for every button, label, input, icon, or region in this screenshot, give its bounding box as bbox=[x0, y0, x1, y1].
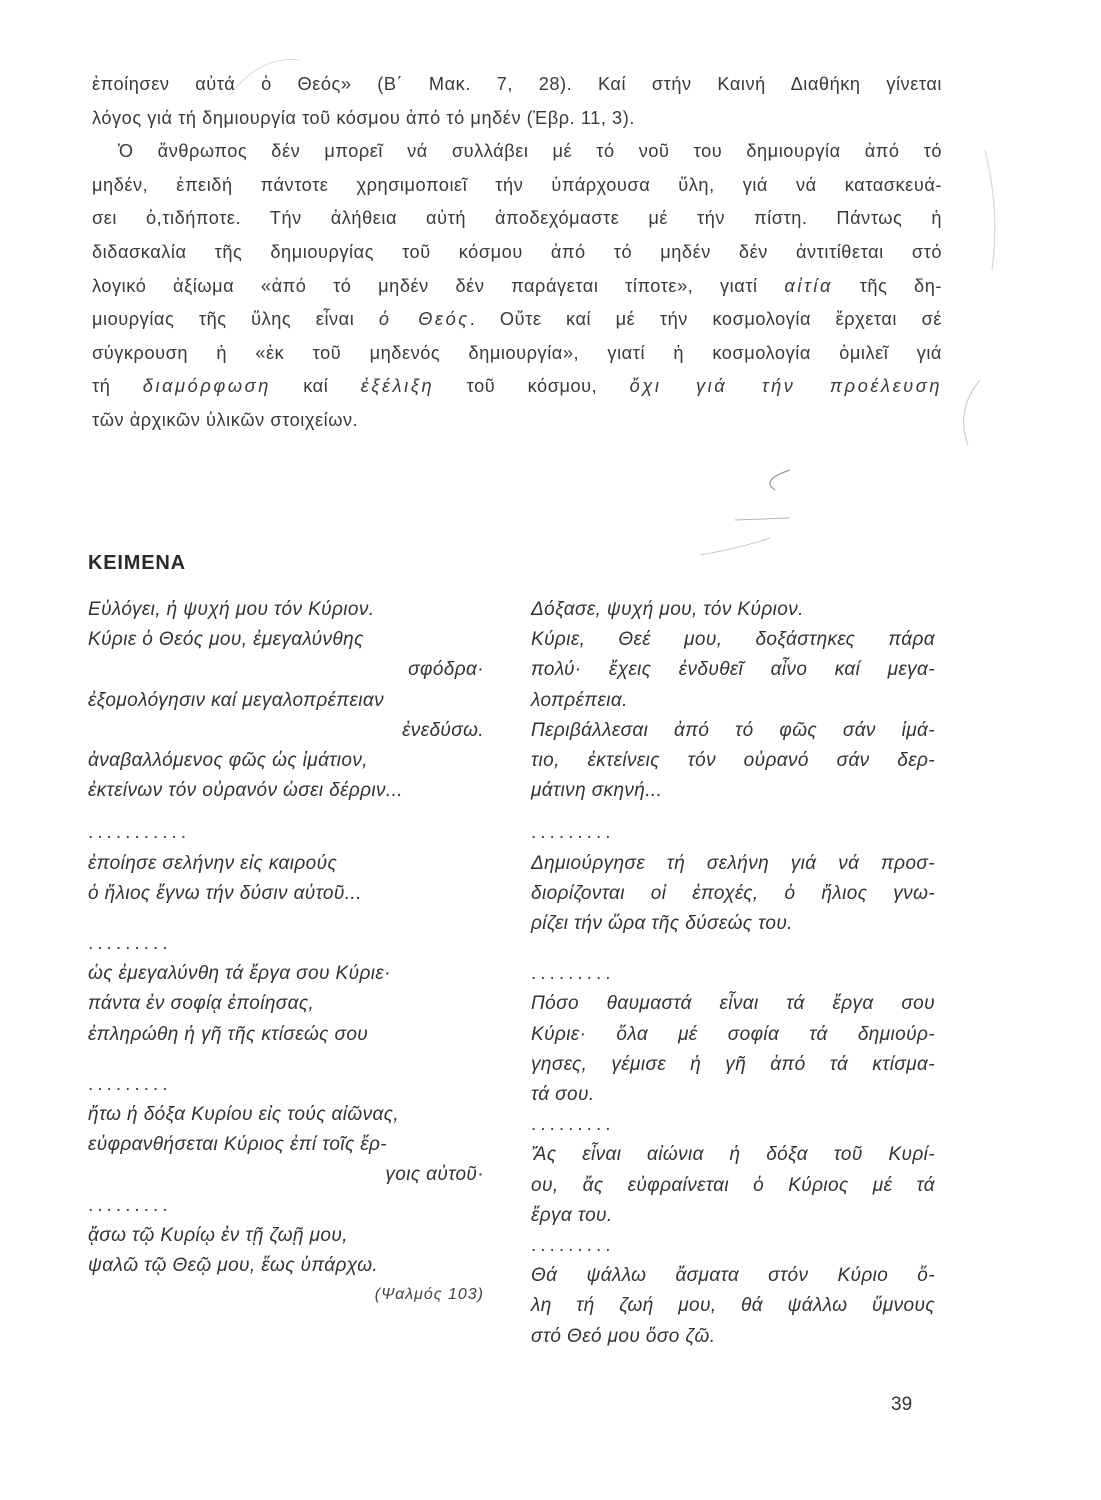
intro-line: ἐποίησεν αὐτά ὁ Θεός» (Β΄ Μακ. 7, 28). Καί στήν Καινή Διαθήκη γίνεται bbox=[92, 74, 942, 94]
ellipsis-divider: ......... bbox=[88, 1194, 172, 1216]
translation-line: Κύριε· ὅλα μέ σοφία τά δημιούρ- bbox=[531, 1023, 935, 1045]
intro-text: μιουργίας τῆς ὕλης εἶναι bbox=[92, 309, 355, 330]
intro-line: λόγος γιά τή δημιουργία τοῦ κόσμου ἀπό τό μηδέν (Ἑβρ. 11, 3). bbox=[92, 107, 635, 128]
intro-line bbox=[92, 303, 942, 337]
intro-text: τοῦ κόσμου, bbox=[466, 376, 598, 397]
intro-line: σύγκρουση ἡ «ἐκ τοῦ μηδενός δημιουργία», γιατί ἡ κοσμολογία ὁμιλεῖ γιά bbox=[92, 342, 942, 363]
spacer bbox=[531, 939, 935, 959]
translation-line: ου, ἄς εὐφραίνεται ὁ Κύριος μέ τά bbox=[531, 1174, 935, 1196]
translation-line: Δημιούργησε τή σελήνη γιά νά προσ- bbox=[531, 852, 935, 874]
translation-line: ρίζει τήν ὥρα τῆς δύσεώς του. bbox=[531, 913, 793, 935]
psalm-line: ἐνεδύσω. bbox=[402, 719, 484, 741]
intro-emphasis: ἐξέλιξη bbox=[360, 376, 435, 397]
psalm-line: πάντα ἐν σοφίᾳ ἐποίησας, bbox=[88, 993, 315, 1015]
intro-line: τῶν ἀρχικῶν ὑλικῶν στοιχείων. bbox=[92, 409, 359, 430]
intro-emphasis: ὁ Θεός bbox=[378, 309, 470, 330]
intro-text: τῆς δη- bbox=[859, 275, 943, 296]
psalm-line: ᾄσω τῷ Κυρίῳ ἐν τῇ ζωῇ μου, bbox=[88, 1224, 348, 1246]
psalm-line: γοις αὐτοῦ· bbox=[385, 1164, 484, 1186]
page-number: 39 bbox=[891, 1394, 913, 1415]
intro-line: Ὁ ἄνθρωπος δέν μπορεῖ νά συλλάβει μέ τό νοῦ του δημιουργία ἀπό τό bbox=[118, 141, 942, 162]
intro-line: διδασκαλία τῆς δημιουργίας τοῦ κόσμου ἀπό τό μηδέν δέν ἀντιτίθεται στό bbox=[92, 241, 942, 262]
psalm-line: ἐπληρώθη ἡ γῆ τῆς κτίσεώς σου bbox=[88, 1023, 369, 1045]
psalm-line: ψαλῶ τῷ Θεῷ μου, ἕως ὑπάρχω. bbox=[88, 1255, 379, 1277]
psalm-line: Εὐλόγει, ἡ ψυχή μου τόν Κύριον. bbox=[88, 599, 375, 620]
intro-line bbox=[92, 270, 942, 304]
intro-emphasis: αἰτία bbox=[784, 275, 833, 296]
intro-paragraph bbox=[92, 68, 942, 438]
psalm-line: ἐξομολόγησιν καί μεγαλοπρέπειαν bbox=[88, 689, 384, 711]
section-heading: ΚΕΙΜΕΝΑ bbox=[88, 552, 186, 574]
translation-line: Δόξασε, ψυχή μου, τόν Κύριον. bbox=[531, 599, 804, 620]
intro-text: λογικό ἀξίωμα «ἀπό τό μηδέν δέν παράγεται τίποτε», γιατί bbox=[92, 275, 758, 296]
intro-text: καί bbox=[303, 376, 329, 397]
psalm-line: ὡς ἐμεγαλύνθη τά ἔργα σου Κύριε· bbox=[88, 963, 391, 985]
psalm-line: ὁ ἥλιος ἔγνω τήν δύσιν αὐτοῦ... bbox=[88, 882, 362, 904]
spacer bbox=[88, 1050, 484, 1070]
translation-line: τά σου. bbox=[531, 1084, 595, 1106]
translation-line: μάτινη σκηνή... bbox=[531, 780, 663, 802]
translation-line: πολύ· ἔχεις ἐνδυθεῖ αἶνο καί μεγα- bbox=[531, 659, 935, 681]
psalm-original-column bbox=[88, 595, 484, 1309]
psalm-line: σφόδρα· bbox=[408, 659, 484, 681]
translation-line: γησες, γέμισε ἡ γῆ ἀπό τά κτίσμα- bbox=[531, 1053, 935, 1075]
ellipsis-divider: ......... bbox=[88, 933, 172, 955]
spacer bbox=[88, 909, 484, 929]
psalm-line: ἐκτείνων τόν οὐρανόν ὡσει δέρριν... bbox=[88, 780, 403, 802]
ellipsis-divider: ......... bbox=[531, 963, 615, 985]
psalm-line: Κύριε ὁ Θεός μου, ἐμεγαλύνθης bbox=[88, 629, 364, 651]
psalm-line: ἐποίησε σελήνην εἰς καιρούς bbox=[88, 852, 338, 874]
psalm-line: εὐφρανθήσεται Κύριος ἐπί τοῖς ἔρ- bbox=[88, 1134, 388, 1156]
translation-line: Πόσο θαυμαστά εἶναι τά ἔργα σου bbox=[531, 993, 935, 1015]
ellipsis-divider: ......... bbox=[531, 1114, 615, 1136]
translation-line: τιο, ἐκτείνεις τόν οὐρανό σάν δερ- bbox=[531, 750, 935, 772]
intro-line bbox=[92, 370, 942, 404]
psalm-citation: (Ψαλμός 103) bbox=[374, 1286, 484, 1304]
psalm-line: ἤτω ἡ δόξα Κυρίου εἰς τούς αἰῶνας, bbox=[88, 1104, 400, 1126]
intro-text: . Οὔτε καί μέ τήν κοσμολογία ἔρχεται σέ bbox=[469, 309, 943, 330]
intro-text: τή bbox=[92, 376, 111, 397]
translation-line: λη τή ζωή μου, θά ψάλλω ὕμνους bbox=[531, 1295, 935, 1317]
translation-line: Κύριε, Θεέ μου, δοξάστηκες πάρα bbox=[531, 629, 935, 651]
spacer bbox=[531, 806, 935, 818]
translation-line: στό Θεό μου ὅσο ζῶ. bbox=[531, 1325, 716, 1347]
translation-line: Ἄς εἶναι αἰώνια ἡ δόξα τοῦ Κυρί- bbox=[531, 1144, 935, 1166]
translation-line: λοπρέπεια. bbox=[531, 689, 628, 711]
ellipsis-divider: ........... bbox=[88, 822, 191, 844]
intro-emphasis: ὄχι γιά τήν προέλευση bbox=[629, 376, 943, 397]
translation-line: ἔργα του. bbox=[531, 1204, 613, 1226]
intro-line: σει ὁ,τιδήποτε. Τήν ἀλήθεια αὐτή ἀποδεχόμαστε μέ τήν πίστη. Πάντως ἡ bbox=[92, 208, 942, 229]
ellipsis-divider: ......... bbox=[531, 1235, 615, 1257]
ellipsis-divider: ......... bbox=[531, 822, 615, 844]
intro-emphasis: διαμόρφωση bbox=[142, 376, 271, 397]
psalm-translation-column bbox=[531, 595, 935, 1352]
translation-line: Περιβάλλεσαι ἀπό τό φῶς σάν ἱμά- bbox=[531, 719, 935, 741]
intro-line: μηδέν, ἐπειδή πάντοτε χρησιμοποιεῖ τήν ὑπάρχουσα ὕλη, γιά νά κατασκευά- bbox=[92, 174, 942, 195]
translation-line: Θά ψάλλω ἄσματα στόν Κύριο ὅ- bbox=[531, 1265, 935, 1287]
translation-line: διορίζονται οἱ ἐποχές, ὁ ἥλιος γνω- bbox=[531, 882, 935, 904]
spacer bbox=[88, 806, 484, 818]
ellipsis-divider: ......... bbox=[88, 1073, 172, 1095]
psalm-line: ἀναβαλλόμενος φῶς ὡς ἱμάτιον, bbox=[88, 750, 368, 772]
